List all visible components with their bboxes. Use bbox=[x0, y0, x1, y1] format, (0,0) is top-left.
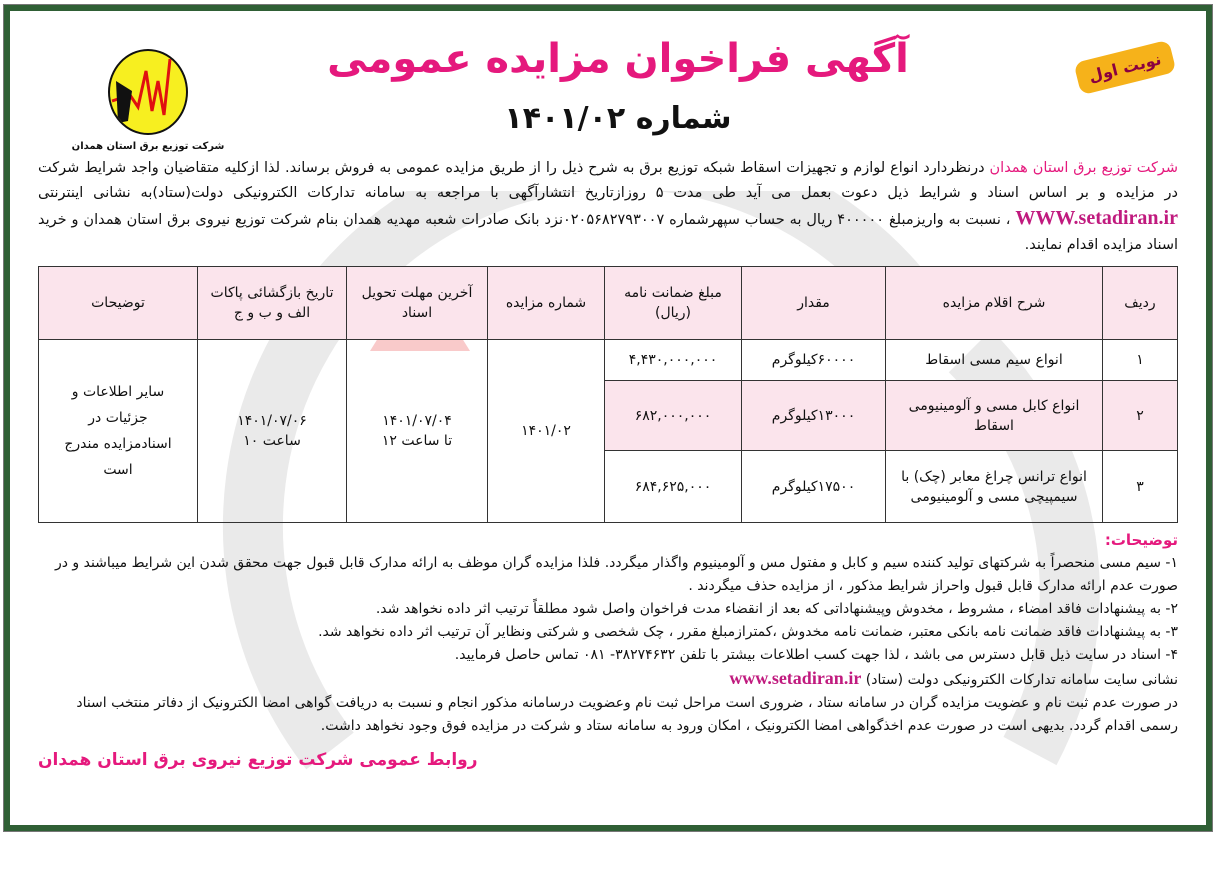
col-header-auction-no: شماره مزایده bbox=[488, 267, 605, 340]
ad-frame bbox=[4, 5, 1212, 831]
lightning-logo-icon bbox=[108, 49, 188, 135]
col-header-remarks: توضیحات bbox=[39, 267, 198, 340]
cell-guarantee: ۴,۴۳۰,۰۰۰,۰۰۰ bbox=[605, 340, 742, 381]
note-item-1: ۱- سیم مسی منحصراً به شرکتهای تولید کننده سیم و کابل و مفتول مس و آلومینیوم واگذار میگردد. فلذا مزایده گران موظف به ارائه مدارک قابل قبول جهت محقق شدن این شرایط میباشند و در صورت عدم ارائه مدارک قابل قبول واحراز شرایط مذکور ، از مزایده حذف میگردند . bbox=[54, 555, 1178, 594]
cell-guarantee: ۶۸۲,۰۰۰,۰۰۰ bbox=[605, 381, 742, 451]
cell-quantity: ۱۳۰۰۰کیلوگرم bbox=[742, 381, 886, 451]
cell-description: انواع سیم مسی اسقاط bbox=[886, 340, 1103, 381]
company-logo bbox=[68, 49, 228, 152]
cell-quantity: ۱۷۵۰۰کیلوگرم bbox=[742, 451, 886, 523]
col-header-row: ردیف bbox=[1103, 267, 1178, 340]
footer-signature: روابط عمومی شرکت توزیع نیروی برق استان همدان bbox=[38, 750, 478, 770]
header bbox=[38, 11, 1178, 156]
col-header-description: شرح اقلام مزایده bbox=[886, 267, 1103, 340]
cell-description: انواع کابل مسی و آلومینیومی اسقاط bbox=[886, 381, 1103, 451]
auction-table bbox=[38, 266, 1178, 523]
registration-note: در صورت عدم ثبت نام و عضویت مزایده گران در سامانه ستاد ، ضروری است مراحل ثبت نام وعضویت درسامانه مذکور انجام و نسبت به دریافت گواهی امضا الکترونیک از دفاتر منتخب اسناد رسمی اقدام گردد. بدیهی است در صورت عدم اخذگواهی امضا الکترونیک ، امکان ورود به سامانه ستاد و شرکت در مزایده فوق وجود نخواهد داشت. bbox=[76, 695, 1178, 734]
col-header-deadline: آخرین مهلت تحویل اسناد bbox=[347, 267, 488, 340]
notes-section bbox=[38, 529, 1178, 738]
opening-date: ۱۴۰۱/۰۷/۰۶ bbox=[237, 413, 307, 429]
cell-remarks: سایر اطلاعات و جزئیات در اسنادمزایده مندرج است bbox=[39, 340, 198, 523]
cell-row-number: ۲ bbox=[1103, 381, 1178, 451]
cell-row-number: ۳ bbox=[1103, 451, 1178, 523]
note-item-4: ۴- اسناد در سایت ذیل قابل دسترس می باشد ، لذا جهت کسب اطلاعات بیشتر با تلفن ۳۸۲۷۴۶۳۲- ۰۸۱ تماس حاصل فرمایید. bbox=[454, 647, 1178, 663]
first-round-badge: نوبت اول bbox=[1074, 40, 1177, 96]
deadline-date: ۱۴۰۱/۰۷/۰۴ bbox=[382, 413, 452, 429]
cell-row-number: ۱ bbox=[1103, 340, 1178, 381]
site-label: نشانی سایت سامانه تدارکات الکترونیکی دولت (ستاد) bbox=[861, 672, 1178, 688]
intro-paragraph bbox=[38, 156, 1178, 258]
intro-text-1: درنظردارد انواع لوازم و تجهیزات اسقاط شبکه توزیع برق به شرح ذیل را از طریق مزایده عمومی به فروش برساند. لذا ازکلیه متقاضیان واجد شرایط شرکت در مزایده و بر اساس اسناد و شرایط ذیل دعوت بعمل می آید طی مدت ۵ روزازتاریخ انتشارآگهی با مراجعه به سامانه تدارکات الکترونیکی دولت(ستاد)به نشانی اینترنتی bbox=[38, 160, 1179, 201]
col-header-opening: تاریخ بازگشائی پاکات الف و ب و ج bbox=[198, 267, 347, 340]
cell-guarantee: ۶۸۴,۶۲۵,۰۰۰ bbox=[605, 451, 742, 523]
notes-heading: توضیحات: bbox=[1104, 531, 1178, 549]
logo-company-name: شرکت توزیع برق استان همدان bbox=[71, 141, 225, 152]
intro-url-link[interactable]: WWW.setadiran.ir bbox=[1015, 207, 1178, 229]
intro-company: شرکت توزیع برق استان همدان bbox=[989, 160, 1178, 176]
cell-opening bbox=[198, 340, 347, 523]
table-row bbox=[39, 340, 1178, 381]
col-header-quantity: مقدار bbox=[742, 267, 886, 340]
col-header-guarantee: مبلغ ضمانت نامه (ریال) bbox=[605, 267, 742, 340]
table-header-row bbox=[39, 267, 1178, 340]
cell-description: انواع ترانس چراغ معابر (چک) با سیمپیچی مسی و آلومینیومی bbox=[886, 451, 1103, 523]
site-url-link[interactable]: www.setadiran.ir bbox=[729, 668, 862, 688]
opening-time: ساعت ۱۰ bbox=[243, 433, 301, 449]
site-line bbox=[38, 667, 1178, 692]
cell-deadline bbox=[347, 340, 488, 523]
auction-number-heading: شماره ۱۴۰۱/۰۲ bbox=[504, 101, 732, 136]
note-item-3: ۳- به پیشنهادات فاقد ضمانت نامه بانکی معتبر، ضمانت نامه مخدوش ،کمترازمبلغ مقرر ، چک شخصی و شرکتی ونظایر آن ترتیب اثر داده نخواهد شد. bbox=[318, 624, 1178, 640]
cell-auction-no: ۱۴۰۱/۰۲ bbox=[488, 340, 605, 523]
note-item-2: ۲- به پیشنهادات فاقد امضاء ، مشروط ، مخدوش وپیشنهاداتی که بعد از انقضاء مدت فراخوان واصل شود مطلقاً ترتیب اثر داده نخواهد شد. bbox=[375, 601, 1178, 617]
intro-text-2: ، نسبت به واریزمبلغ ۴۰۰۰۰۰ ریال به حساب سپهرشماره ۰۲۰۵۶۸۲۷۹۳۰۰۷نزد بانک صادرات شعبه مهدیه همدان بنام شرکت توزیع نیروی برق استان همدان و خرید اسناد مزایده اقدام نمایند. bbox=[38, 212, 1178, 253]
page-title: آگهی فراخوان مزایده عمومی bbox=[327, 36, 909, 82]
cell-quantity: ۶۰۰۰۰کیلوگرم bbox=[742, 340, 886, 381]
deadline-time: تا ساعت ۱۲ bbox=[381, 433, 453, 449]
